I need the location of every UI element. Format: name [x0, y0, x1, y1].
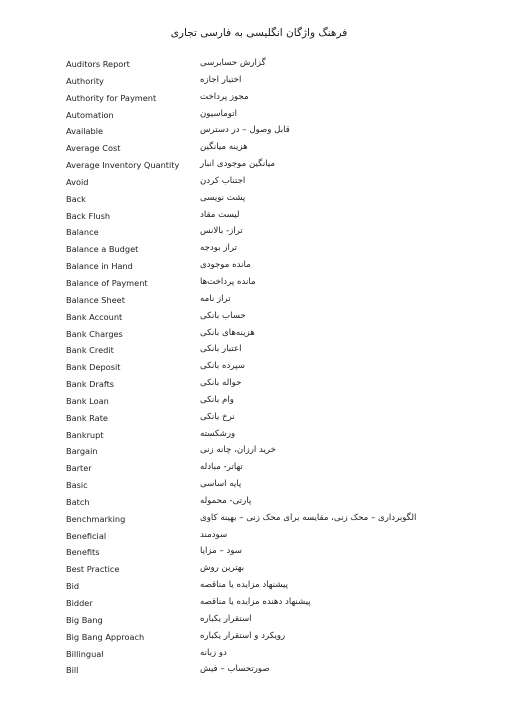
persian-translation: مانده موجودی	[200, 260, 251, 271]
glossary-row	[0, 477, 518, 494]
persian-translation: اعتبار بانکی	[200, 344, 242, 355]
english-term: Bargain	[66, 446, 98, 457]
glossary-row	[0, 629, 518, 646]
glossary-row	[0, 292, 518, 309]
english-term: Average Cost	[66, 143, 121, 154]
english-term: Auditors Report	[66, 59, 130, 69]
glossary-row	[0, 544, 518, 561]
glossary-row	[0, 359, 518, 376]
persian-translation: قابل وصول – در دسترس	[200, 125, 290, 136]
english-term: Bid	[66, 581, 80, 592]
english-term: Bank Loan	[66, 395, 109, 406]
persian-translation: دو زبانه	[200, 647, 227, 658]
english-term: Authority for Payment	[66, 92, 157, 103]
glossary-row	[0, 342, 518, 359]
english-term: Bank Credit	[66, 345, 114, 356]
glossary-row	[0, 157, 518, 174]
english-term: Authority	[66, 75, 104, 86]
persian-translation: تهاتر- مبادله	[200, 462, 243, 473]
glossary-row	[0, 410, 518, 427]
english-term: Big Bang Approach	[66, 631, 145, 642]
english-term: Billingual	[66, 648, 104, 659]
glossary-row	[0, 511, 518, 528]
english-term: Average Inventory Quantity	[66, 160, 180, 171]
english-term: Automation	[66, 109, 114, 120]
english-term: Balance Sheet	[66, 294, 125, 305]
glossary-row	[0, 376, 518, 393]
glossary-row	[0, 224, 518, 241]
persian-translation: میانگین موجودی انبار	[200, 159, 276, 170]
persian-translation: مجوز پرداخت	[200, 91, 249, 102]
english-term: Beneficial	[66, 530, 107, 541]
persian-translation: سودمند	[200, 529, 228, 540]
persian-translation: هزینه میانگین	[200, 142, 248, 153]
persian-translation: ورشکسته	[200, 428, 236, 439]
persian-translation: اتوماسیون	[200, 108, 237, 119]
glossary-row	[0, 73, 518, 90]
english-term: Back Flush	[66, 210, 111, 221]
persian-translation: اجتناب کردن	[200, 175, 246, 186]
persian-translation: هزینه‌های بانکی	[200, 327, 255, 338]
persian-translation: مانده پرداخت‌ها	[200, 276, 256, 287]
glossary-row	[0, 578, 518, 595]
glossary-row	[0, 460, 518, 477]
glossary-row	[0, 140, 518, 157]
glossary-row	[0, 309, 518, 326]
glossary-row	[0, 258, 518, 275]
english-term: Benefits	[66, 547, 100, 558]
persian-translation: پیشنهاد مزایده یا مناقصه	[200, 580, 288, 591]
persian-translation: تراز- بالانس	[200, 226, 243, 237]
persian-translation: پارتی- محموله	[200, 495, 252, 506]
persian-translation: نرخ بانکی	[200, 411, 235, 422]
glossary-row	[0, 494, 518, 511]
persian-translation: اختیار اجازه	[200, 74, 242, 85]
persian-translation: حواله بانکی	[200, 378, 242, 389]
english-term: Bidder	[66, 598, 93, 608]
persian-translation: صورتحساب – فیش	[200, 664, 270, 675]
english-term: Big Bang	[66, 614, 103, 625]
english-term: Barter	[66, 463, 92, 474]
persian-translation: بهترین روش	[200, 563, 245, 574]
glossary-row	[0, 561, 518, 578]
glossary-row	[0, 528, 518, 545]
glossary-row	[0, 646, 518, 663]
glossary-row	[0, 443, 518, 460]
persian-translation: سپرده بانکی	[200, 361, 245, 372]
glossary-row	[0, 208, 518, 225]
glossary-row	[0, 427, 518, 444]
glossary-row	[0, 174, 518, 191]
english-term: Basic	[66, 480, 88, 491]
english-term: Available	[66, 126, 104, 137]
glossary-row	[0, 275, 518, 292]
glossary-row	[0, 393, 518, 410]
english-term: Balance a Budget	[66, 244, 139, 255]
english-term: Bank Drafts	[66, 379, 115, 390]
persian-translation: حساب بانکی	[200, 310, 246, 321]
english-term: Back	[66, 193, 86, 204]
glossary-row	[0, 56, 518, 73]
persian-translation: خرید ارزان، چانه زنی	[200, 445, 276, 456]
english-term: Bill	[66, 665, 79, 676]
english-term: Bank Charges	[66, 328, 123, 339]
persian-translation: استقرار یکباره	[200, 613, 252, 624]
glossary-list	[0, 56, 518, 679]
persian-translation: پایه اساسی	[200, 479, 242, 490]
glossary-row	[0, 90, 518, 107]
english-term: Bank Deposit	[66, 362, 121, 373]
english-term: Bank Rate	[66, 412, 108, 423]
persian-translation: رویکرد و استقرار یکباره	[200, 630, 286, 641]
glossary-row	[0, 595, 518, 612]
glossary-row	[0, 191, 518, 208]
english-term: Avoid	[66, 176, 89, 187]
glossary-row	[0, 241, 518, 258]
glossary-row	[0, 612, 518, 629]
persian-translation: الگوبرداری – محک زنی، مقایسه برای محک زنی – بهینه کاوی	[200, 512, 417, 523]
glossary-row	[0, 662, 518, 679]
page-title: فرهنگ واژگان انگلیسی به فارسی تجاری	[170, 27, 348, 39]
english-term: Benchmarking	[66, 513, 126, 524]
english-term: Balance	[66, 227, 99, 238]
persian-translation: وام بانکی	[200, 394, 234, 405]
glossary-row	[0, 123, 518, 140]
english-term: Balance in Hand	[66, 261, 133, 272]
persian-translation: تراز نامه	[200, 293, 231, 304]
english-term: Batch	[66, 496, 90, 507]
persian-translation: تراز بودجه	[200, 243, 237, 254]
persian-translation: لیست مقاد	[200, 209, 240, 220]
glossary-row	[0, 326, 518, 343]
english-term: Bank Account	[66, 311, 123, 322]
persian-translation: پشت نویسی	[200, 192, 246, 203]
english-term: Best Practice	[66, 564, 120, 575]
persian-translation: پیشنهاد دهنده مزایده یا مناقصه	[200, 597, 311, 607]
persian-translation: گزارش حسابرسی	[200, 58, 266, 68]
glossary-row	[0, 107, 518, 124]
english-term: Balance of Payment	[66, 277, 148, 288]
persian-translation: سود – مزایا	[200, 546, 242, 557]
english-term: Bankrupt	[66, 429, 104, 440]
